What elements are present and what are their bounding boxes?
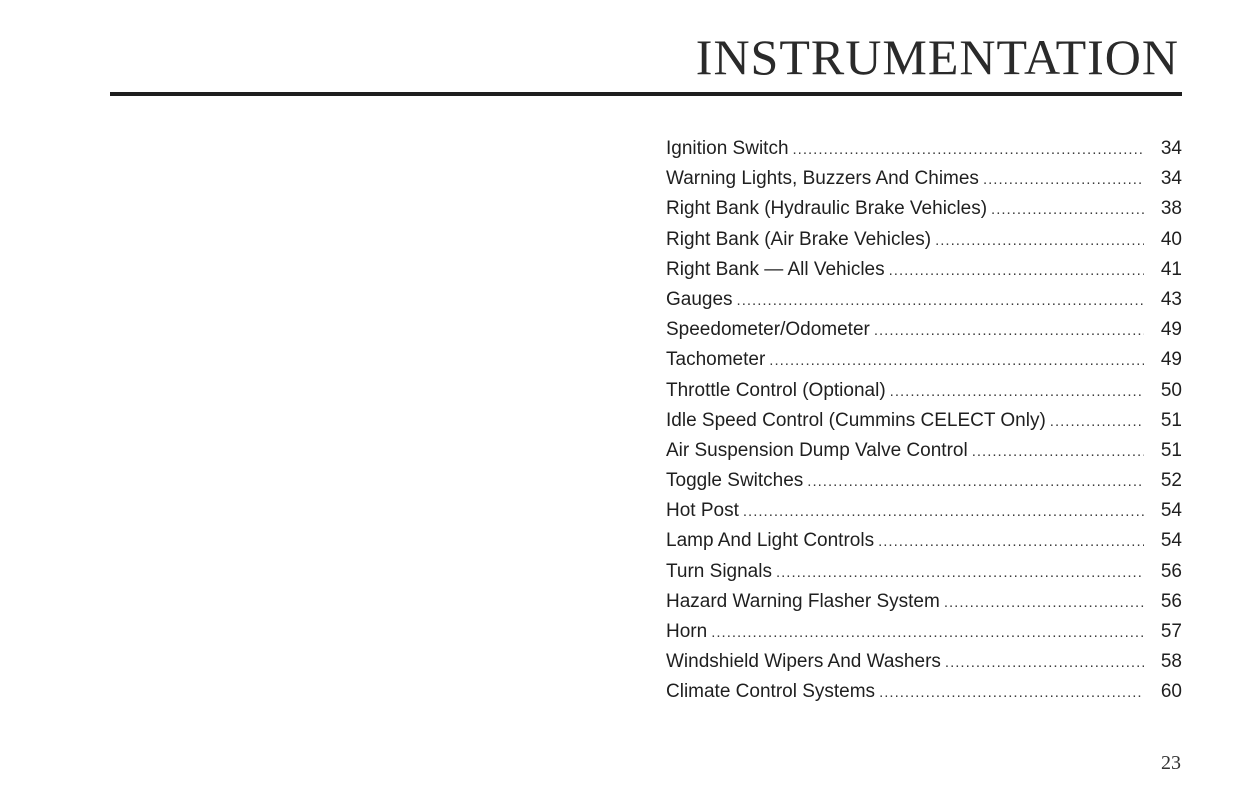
toc-entry-page: 54 [1160, 530, 1182, 552]
dot-leader [737, 292, 1144, 309]
toc-entry-page: 54 [1160, 500, 1182, 522]
dot-leader [793, 141, 1144, 158]
dot-leader [874, 322, 1144, 339]
dot-leader [879, 684, 1144, 701]
toc-entry-title: Right Bank — All Vehicles [666, 258, 885, 280]
toc-entry-page: 52 [1160, 470, 1182, 492]
toc-entry-gauges[interactable] [666, 289, 1182, 319]
toc-entry-title: Hot Post [666, 500, 739, 522]
toc-entry-right-bank-all[interactable] [666, 259, 1182, 289]
toc-entry-title: Windshield Wipers And Washers [666, 651, 941, 673]
page-title: INSTRUMENTATION [695, 29, 1179, 85]
toc-entry-title: Speedometer/Odometer [666, 319, 870, 341]
toc-entry-idle-speed-control[interactable] [666, 410, 1182, 440]
title-divider [110, 92, 1182, 96]
toc-entry-page: 43 [1160, 288, 1182, 310]
page-number: 23 [1161, 752, 1181, 774]
toc-entry-tachometer[interactable] [666, 349, 1182, 379]
toc-entry-right-bank-hydraulic[interactable] [666, 198, 1182, 228]
toc-entry-page: 56 [1160, 560, 1182, 582]
toc-entry-page: 50 [1160, 379, 1182, 401]
dot-leader [944, 594, 1144, 611]
toc-entry-page: 49 [1160, 349, 1182, 371]
toc-entry-hazard-warning[interactable] [666, 591, 1182, 621]
toc-entry-title: Throttle Control (Optional) [666, 379, 886, 401]
dot-leader [889, 262, 1144, 279]
toc-entry-page: 40 [1160, 228, 1182, 250]
toc-entry-turn-signals[interactable] [666, 561, 1182, 591]
toc-entry-page: 51 [1160, 439, 1182, 461]
toc-entry-title: Right Bank (Hydraulic Brake Vehicles) [666, 198, 988, 220]
toc-entry-page: 60 [1160, 681, 1182, 703]
toc-entry-title: Warning Lights, Buzzers And Chimes [666, 168, 979, 190]
dot-leader [935, 232, 1144, 249]
dot-leader [1050, 413, 1144, 430]
toc-entry-right-bank-air[interactable] [666, 229, 1182, 259]
toc-entry-title: Air Suspension Dump Valve Control [666, 439, 968, 461]
toc-entry-title: Toggle Switches [666, 470, 804, 492]
dot-leader [743, 503, 1144, 520]
dot-leader [776, 564, 1144, 581]
toc-entry-page: 38 [1160, 198, 1182, 220]
toc-entry-title: Turn Signals [666, 560, 772, 582]
toc-entry-title: Climate Control Systems [666, 681, 876, 703]
toc-entry-windshield-wipers[interactable] [666, 651, 1182, 681]
toc-entry-air-suspension[interactable] [666, 440, 1182, 470]
toc-entry-toggle-switches[interactable] [666, 470, 1182, 500]
toc-entry-title: Right Bank (Air Brake Vehicles) [666, 228, 932, 250]
dot-leader [945, 654, 1144, 671]
dot-leader [972, 443, 1144, 460]
toc-entry-title: Hazard Warning Flasher System [666, 590, 940, 612]
toc-entry-page: 49 [1160, 319, 1182, 341]
toc-entry-page: 51 [1160, 409, 1182, 431]
toc-entry-speedometer-odometer[interactable] [666, 319, 1182, 349]
dot-leader [711, 624, 1144, 641]
toc-entry-page: 41 [1160, 258, 1182, 280]
toc-entry-page: 57 [1160, 621, 1182, 642]
toc-entry-lamp-light-controls[interactable] [666, 530, 1182, 560]
toc-entry-page: 34 [1160, 138, 1182, 159]
toc-entry-page: 34 [1160, 168, 1182, 190]
toc-entry-title: Horn [666, 621, 708, 642]
toc-entry-ignition-switch[interactable] [666, 138, 1182, 168]
toc-entry-title: Gauges [666, 288, 733, 310]
toc-entry-title: Ignition Switch [666, 138, 789, 159]
toc-entry-title: Lamp And Light Controls [666, 530, 875, 552]
dot-leader [878, 533, 1144, 550]
toc-entry-page: 58 [1160, 651, 1182, 673]
dot-leader [807, 473, 1144, 490]
toc-entry-title: Tachometer [666, 349, 766, 371]
toc-entry-page: 56 [1160, 590, 1182, 612]
dot-leader [890, 383, 1144, 400]
toc-entry-hot-post[interactable] [666, 500, 1182, 530]
toc-entry-climate-control[interactable] [666, 681, 1182, 711]
toc-entry-horn[interactable] [666, 621, 1182, 651]
toc-entry-title: Idle Speed Control (Cummins CELECT Only) [666, 409, 1046, 431]
table-of-contents [666, 138, 1182, 712]
toc-entry-throttle-control[interactable] [666, 380, 1182, 410]
dot-leader [769, 352, 1144, 369]
dot-leader [983, 171, 1144, 188]
dot-leader [991, 201, 1144, 218]
toc-entry-warning-lights[interactable] [666, 168, 1182, 198]
